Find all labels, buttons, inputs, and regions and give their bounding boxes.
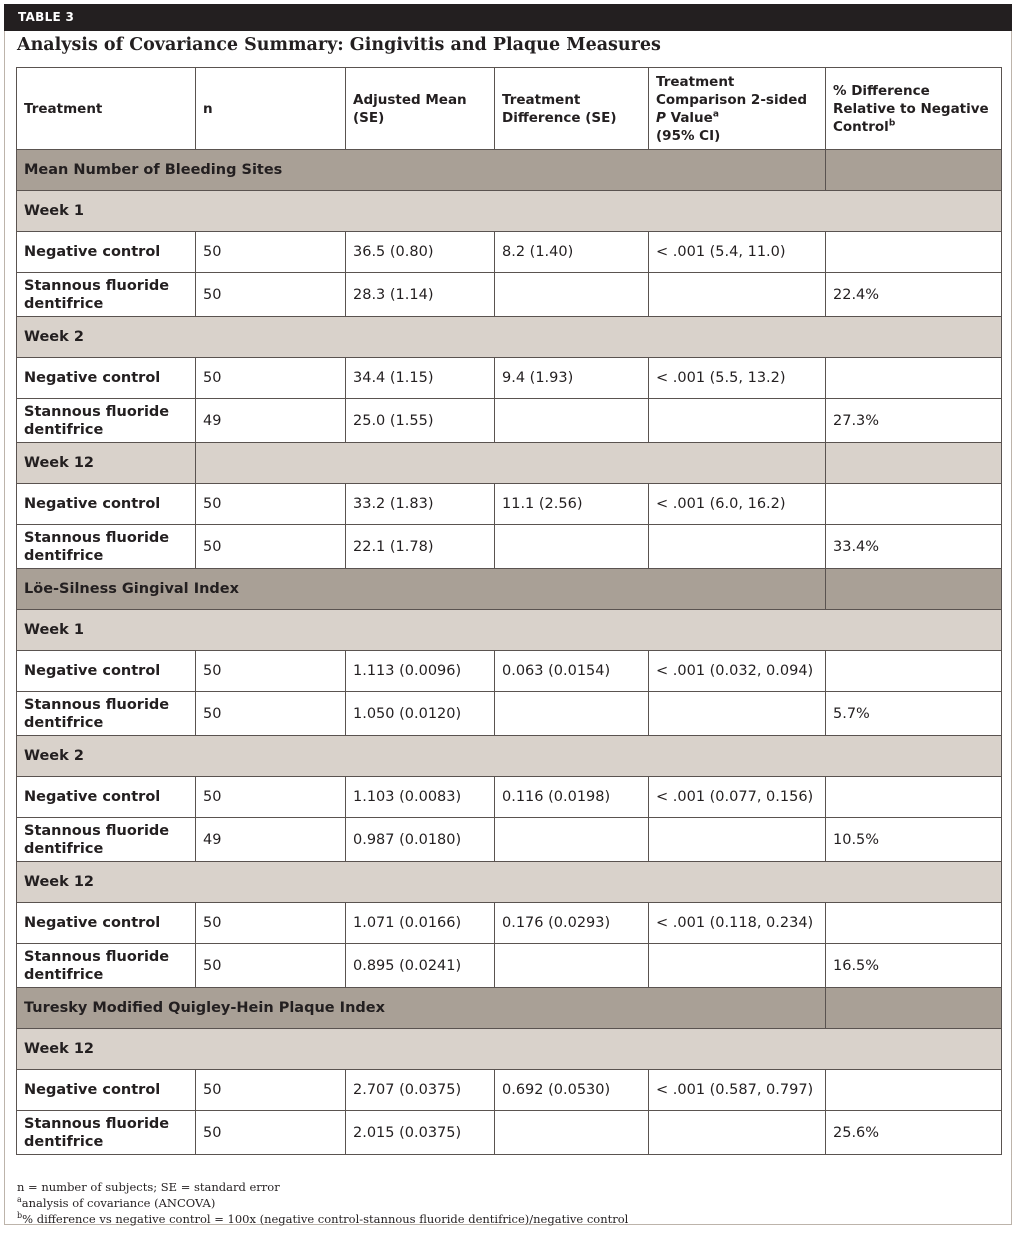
n-cell: 50 [196,651,346,692]
covariance-table [16,67,1002,1155]
treatment-cell: Negative control [17,651,196,692]
footnote-1: n = number of subjects; SE = standard error [17,1180,280,1194]
week-label: Week 2 [17,317,1002,358]
week-blank-cell [196,443,826,484]
col-header-treatment: Treatment [17,68,196,150]
footnote-3-sup: b [17,1211,23,1221]
treatment-difference-cell: 8.2 (1.40) [495,232,649,273]
pct-diff-header-sup: b [888,118,896,128]
week-label: Week 1 [17,610,1002,651]
pct-diff-cell: 25.6% [826,1111,1002,1155]
n-cell: 50 [196,1111,346,1155]
week-header-row [17,736,1002,777]
table-row [17,358,1002,399]
treatment-cell: Stannous fluoride dentifrice [17,399,196,443]
table-row [17,1111,1002,1155]
header-row [17,68,1002,150]
p-value-cell: < .001 (0.032, 0.094) [649,651,826,692]
section-header-row [17,150,1002,191]
treatment-difference-cell [495,818,649,862]
adjusted-mean-cell: 34.4 (1.15) [346,358,495,399]
p-value-cell: < .001 (0.077, 0.156) [649,777,826,818]
week-label: Week 12 [17,1029,1002,1070]
week-label: Week 2 [17,736,1002,777]
pct-diff-cell [826,903,1002,944]
adjusted-mean-cell: 36.5 (0.80) [346,232,495,273]
adjusted-mean-cell: 2.015 (0.0375) [346,1111,495,1155]
treatment-difference-cell: 9.4 (1.93) [495,358,649,399]
pct-diff-cell [826,358,1002,399]
n-cell: 50 [196,903,346,944]
footnotes [17,1179,628,1227]
p-value-cell: < .001 (5.5, 13.2) [649,358,826,399]
n-cell: 50 [196,1070,346,1111]
footnote-2-text: analysis of covariance (ANCOVA) [21,1196,216,1210]
treatment-cell: Stannous fluoride dentifrice [17,944,196,988]
table-row [17,651,1002,692]
n-cell: 50 [196,273,346,317]
footnote-2-sup: a [17,1195,22,1205]
p-value-cell [649,692,826,736]
week-header-row [17,862,1002,903]
table-row [17,232,1002,273]
adjusted-mean-cell: 25.0 (1.55) [346,399,495,443]
n-cell: 50 [196,484,346,525]
pct-diff-cell: 10.5% [826,818,1002,862]
table-body [17,150,1002,1155]
comparison-header-line1: Treatment Comparison 2-sided [656,73,808,108]
footnote-3-text: % difference vs negative control = 100x (negative control-stannous fluoride dentifrice)/negative control [22,1212,629,1226]
treatment-difference-cell [495,525,649,569]
n-cell: 49 [196,818,346,862]
table-row [17,525,1002,569]
section-blank-cell [826,988,1002,1029]
treatment-cell: Negative control [17,903,196,944]
adjusted-mean-cell: 33.2 (1.83) [346,484,495,525]
n-cell: 50 [196,232,346,273]
n-cell: 49 [196,399,346,443]
p-value-cell [649,525,826,569]
p-value-cell: < .001 (5.4, 11.0) [649,232,826,273]
pct-diff-cell: 16.5% [826,944,1002,988]
adjusted-mean-cell: 1.071 (0.0166) [346,903,495,944]
p-value-cell [649,818,826,862]
adjusted-mean-cell: 28.3 (1.14) [346,273,495,317]
footnote-3 [17,1211,628,1227]
table-row [17,1070,1002,1111]
n-cell: 50 [196,777,346,818]
week-header-row [17,610,1002,651]
comparison-header-value: Value [665,109,713,126]
comparison-header-ci: (95% CI) [656,127,721,144]
col-header-pct-diff [826,68,1002,150]
treatment-difference-cell: 0.063 (0.0154) [495,651,649,692]
p-value-cell: < .001 (0.118, 0.234) [649,903,826,944]
treatment-cell: Negative control [17,232,196,273]
table-row [17,692,1002,736]
treatment-difference-cell [495,399,649,443]
treatment-cell: Stannous fluoride dentifrice [17,692,196,736]
p-value-cell [649,273,826,317]
n-cell: 50 [196,944,346,988]
p-value-cell [649,1111,826,1155]
section-blank-cell [826,569,1002,610]
week-header-row [17,1029,1002,1070]
treatment-cell: Negative control [17,1070,196,1111]
adjusted-mean-cell: 2.707 (0.0375) [346,1070,495,1111]
comparison-header-sup: a [712,109,719,119]
pct-diff-header-text: % Difference Relative to Negative Control [833,82,989,135]
treatment-difference-cell: 0.116 (0.0198) [495,777,649,818]
table-row [17,777,1002,818]
section-title: Mean Number of Bleeding Sites [17,150,826,191]
pct-diff-cell: 33.4% [826,525,1002,569]
adjusted-mean-cell: 22.1 (1.78) [346,525,495,569]
treatment-difference-cell: 0.692 (0.0530) [495,1070,649,1111]
week-label: Week 12 [17,443,196,484]
treatment-cell: Stannous fluoride dentifrice [17,818,196,862]
treatment-difference-cell: 11.1 (2.56) [495,484,649,525]
week-header-row [17,317,1002,358]
p-value-cell: < .001 (0.587, 0.797) [649,1070,826,1111]
treatment-cell: Negative control [17,484,196,525]
pct-diff-cell: 27.3% [826,399,1002,443]
p-value-cell [649,944,826,988]
week-label: Week 1 [17,191,1002,232]
pct-diff-cell: 22.4% [826,273,1002,317]
table-row [17,818,1002,862]
adjusted-mean-cell: 1.050 (0.0120) [346,692,495,736]
treatment-cell: Stannous fluoride dentifrice [17,273,196,317]
week-blank-cell [826,443,1002,484]
footnote-2 [17,1195,628,1211]
section-title: Löe-Silness Gingival Index [17,569,826,610]
col-header-comparison [649,68,826,150]
adjusted-mean-cell: 1.103 (0.0083) [346,777,495,818]
comparison-header-p: P [656,109,666,126]
treatment-difference-cell [495,692,649,736]
treatment-difference-cell [495,273,649,317]
pct-diff-cell [826,232,1002,273]
table-row [17,903,1002,944]
week-header-row [17,191,1002,232]
p-value-cell: < .001 (6.0, 16.2) [649,484,826,525]
table-row [17,399,1002,443]
adjusted-mean-cell: 1.113 (0.0096) [346,651,495,692]
table-row [17,273,1002,317]
section-title: Turesky Modified Quigley-Hein Plaque Index [17,988,826,1029]
p-value-cell [649,399,826,443]
table-row [17,484,1002,525]
pct-diff-cell: 5.7% [826,692,1002,736]
pct-diff-cell [826,651,1002,692]
col-header-treatment-difference: Treatment Difference (SE) [495,68,649,150]
week-label: Week 12 [17,862,1002,903]
adjusted-mean-cell: 0.987 (0.0180) [346,818,495,862]
col-header-n: n [196,68,346,150]
treatment-cell: Stannous fluoride dentifrice [17,1111,196,1155]
section-header-row [17,569,1002,610]
n-cell: 50 [196,358,346,399]
table-label: TABLE 3 [4,4,1012,31]
treatment-difference-cell: 0.176 (0.0293) [495,903,649,944]
col-header-adjusted-mean: Adjusted Mean (SE) [346,68,495,150]
table-row [17,944,1002,988]
pct-diff-cell [826,1070,1002,1111]
section-header-row [17,988,1002,1029]
section-blank-cell [826,150,1002,191]
treatment-difference-cell [495,1111,649,1155]
table-title: Analysis of Covariance Summary: Gingivitis and Plaque Measures [17,35,661,55]
treatment-cell: Negative control [17,777,196,818]
pct-diff-cell [826,777,1002,818]
treatment-cell: Stannous fluoride dentifrice [17,525,196,569]
pct-diff-cell [826,484,1002,525]
treatment-difference-cell [495,944,649,988]
week-header-row [17,443,1002,484]
n-cell: 50 [196,525,346,569]
adjusted-mean-cell: 0.895 (0.0241) [346,944,495,988]
n-cell: 50 [196,692,346,736]
treatment-cell: Negative control [17,358,196,399]
